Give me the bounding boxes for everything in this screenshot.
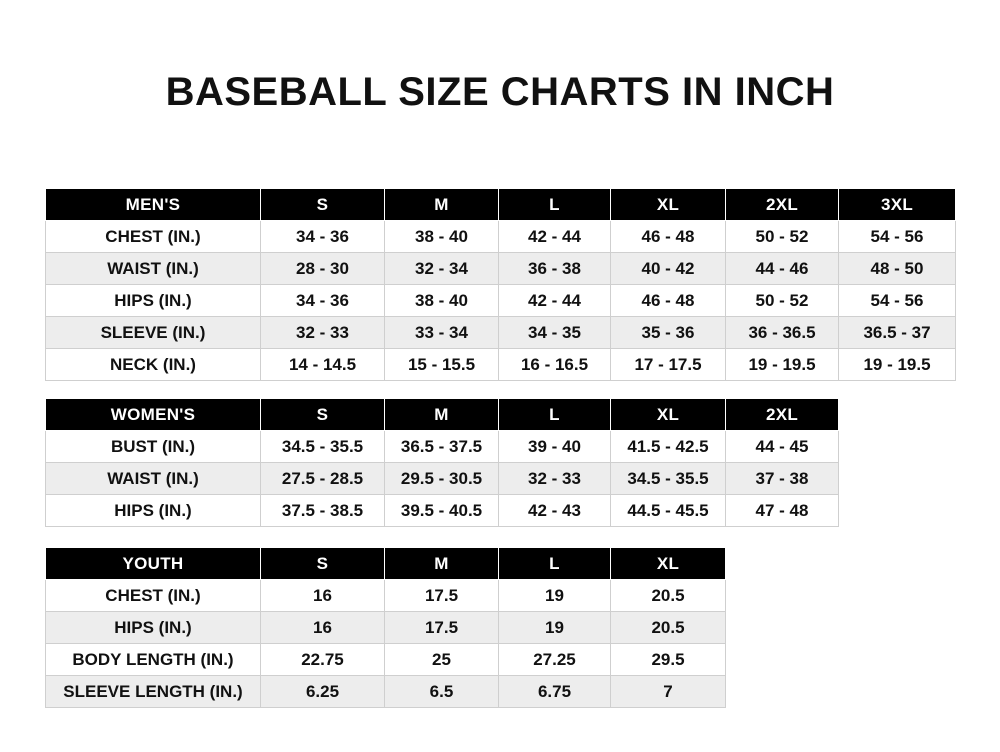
table-cell: 32 - 33 <box>499 463 611 495</box>
table-cell: 16 - 16.5 <box>499 349 611 381</box>
table-cell: 17 - 17.5 <box>611 349 726 381</box>
row-label: SLEEVE (IN.) <box>46 317 261 349</box>
table-cell: 25 <box>385 644 499 676</box>
womens-header-m: M <box>385 399 499 431</box>
table-cell: 34 - 36 <box>261 285 385 317</box>
table-cell: 54 - 56 <box>839 285 956 317</box>
table-cell: 29.5 <box>611 644 726 676</box>
row-label: WAIST (IN.) <box>46 463 261 495</box>
table-cell: 17.5 <box>385 580 499 612</box>
table-cell: 20.5 <box>611 612 726 644</box>
mens-size-table <box>45 188 956 381</box>
table-cell: 20.5 <box>611 580 726 612</box>
youth-header-s: S <box>261 548 385 580</box>
table-header-row <box>46 548 726 580</box>
youth-table-header <box>46 548 726 580</box>
table-cell: 36.5 - 37.5 <box>385 431 499 463</box>
womens-header-xl: XL <box>611 399 726 431</box>
table-cell: 19 - 19.5 <box>839 349 956 381</box>
table-cell: 41.5 - 42.5 <box>611 431 726 463</box>
youth-header-category: YOUTH <box>46 548 261 580</box>
row-label: SLEEVE LENGTH (IN.) <box>46 676 261 708</box>
table-cell: 16 <box>261 580 385 612</box>
table-cell: 6.25 <box>261 676 385 708</box>
table-cell: 15 - 15.5 <box>385 349 499 381</box>
table-row <box>46 317 956 349</box>
table-row <box>46 285 956 317</box>
table-cell: 27.5 - 28.5 <box>261 463 385 495</box>
table-cell: 27.25 <box>499 644 611 676</box>
womens-header-l: L <box>499 399 611 431</box>
row-label: HIPS (IN.) <box>46 495 261 527</box>
table-header-row <box>46 399 839 431</box>
table-row <box>46 221 956 253</box>
table-cell: 46 - 48 <box>611 221 726 253</box>
table-cell: 44 - 46 <box>726 253 839 285</box>
womens-table-header <box>46 399 839 431</box>
table-cell: 40 - 42 <box>611 253 726 285</box>
table-cell: 6.5 <box>385 676 499 708</box>
table-row <box>46 431 839 463</box>
mens-table-body <box>46 221 956 381</box>
youth-table-body <box>46 580 726 708</box>
table-cell: 38 - 40 <box>385 221 499 253</box>
table-cell: 50 - 52 <box>726 221 839 253</box>
table-cell: 19 - 19.5 <box>726 349 839 381</box>
table-row <box>46 644 726 676</box>
table-cell: 34 - 35 <box>499 317 611 349</box>
womens-table-body <box>46 431 839 527</box>
youth-header-xl: XL <box>611 548 726 580</box>
row-label: HIPS (IN.) <box>46 285 261 317</box>
table-cell: 14 - 14.5 <box>261 349 385 381</box>
table-cell: 36 - 38 <box>499 253 611 285</box>
row-label: BUST (IN.) <box>46 431 261 463</box>
row-label: BODY LENGTH (IN.) <box>46 644 261 676</box>
table-cell: 22.75 <box>261 644 385 676</box>
mens-header-2xl: 2XL <box>726 189 839 221</box>
row-label: CHEST (IN.) <box>46 580 261 612</box>
table-row <box>46 612 726 644</box>
page-title: BASEBALL SIZE CHARTS IN INCH <box>165 70 835 114</box>
table-cell: 32 - 33 <box>261 317 385 349</box>
row-label: HIPS (IN.) <box>46 612 261 644</box>
youth-header-m: M <box>385 548 499 580</box>
mens-header-s: S <box>261 189 385 221</box>
table-cell: 39.5 - 40.5 <box>385 495 499 527</box>
table-cell: 50 - 52 <box>726 285 839 317</box>
table-cell: 38 - 40 <box>385 285 499 317</box>
table-row <box>46 676 726 708</box>
table-cell: 34.5 - 35.5 <box>611 463 726 495</box>
table-cell: 42 - 44 <box>499 285 611 317</box>
mens-header-m: M <box>385 189 499 221</box>
table-cell: 34.5 - 35.5 <box>261 431 385 463</box>
table-cell: 19 <box>499 612 611 644</box>
table-cell: 36 - 36.5 <box>726 317 839 349</box>
table-cell: 46 - 48 <box>611 285 726 317</box>
table-cell: 34 - 36 <box>261 221 385 253</box>
table-cell: 42 - 43 <box>499 495 611 527</box>
table-row <box>46 349 956 381</box>
table-cell: 32 - 34 <box>385 253 499 285</box>
table-cell: 17.5 <box>385 612 499 644</box>
youth-size-table <box>45 547 726 708</box>
table-cell: 48 - 50 <box>839 253 956 285</box>
table-cell: 42 - 44 <box>499 221 611 253</box>
table-cell: 28 - 30 <box>261 253 385 285</box>
table-cell: 39 - 40 <box>499 431 611 463</box>
womens-header-s: S <box>261 399 385 431</box>
mens-header-category: MEN'S <box>46 189 261 221</box>
table-cell: 6.75 <box>499 676 611 708</box>
mens-table-header <box>46 189 956 221</box>
table-cell: 44 - 45 <box>726 431 839 463</box>
mens-header-3xl: 3XL <box>839 189 956 221</box>
table-cell: 54 - 56 <box>839 221 956 253</box>
table-cell: 16 <box>261 612 385 644</box>
mens-header-l: L <box>499 189 611 221</box>
table-cell: 33 - 34 <box>385 317 499 349</box>
womens-header-category: WOMEN'S <box>46 399 261 431</box>
table-row <box>46 253 956 285</box>
table-cell: 44.5 - 45.5 <box>611 495 726 527</box>
table-cell: 19 <box>499 580 611 612</box>
table-cell: 47 - 48 <box>726 495 839 527</box>
table-cell: 37 - 38 <box>726 463 839 495</box>
womens-header-2xl: 2XL <box>726 399 839 431</box>
row-label: NECK (IN.) <box>46 349 261 381</box>
table-cell: 37.5 - 38.5 <box>261 495 385 527</box>
youth-header-l: L <box>499 548 611 580</box>
table-cell: 35 - 36 <box>611 317 726 349</box>
table-cell: 36.5 - 37 <box>839 317 956 349</box>
row-label: CHEST (IN.) <box>46 221 261 253</box>
womens-size-table <box>45 398 839 527</box>
table-cell: 7 <box>611 676 726 708</box>
table-row <box>46 495 839 527</box>
mens-header-xl: XL <box>611 189 726 221</box>
table-cell: 29.5 - 30.5 <box>385 463 499 495</box>
table-row <box>46 463 839 495</box>
table-header-row <box>46 189 956 221</box>
table-row <box>46 580 726 612</box>
row-label: WAIST (IN.) <box>46 253 261 285</box>
